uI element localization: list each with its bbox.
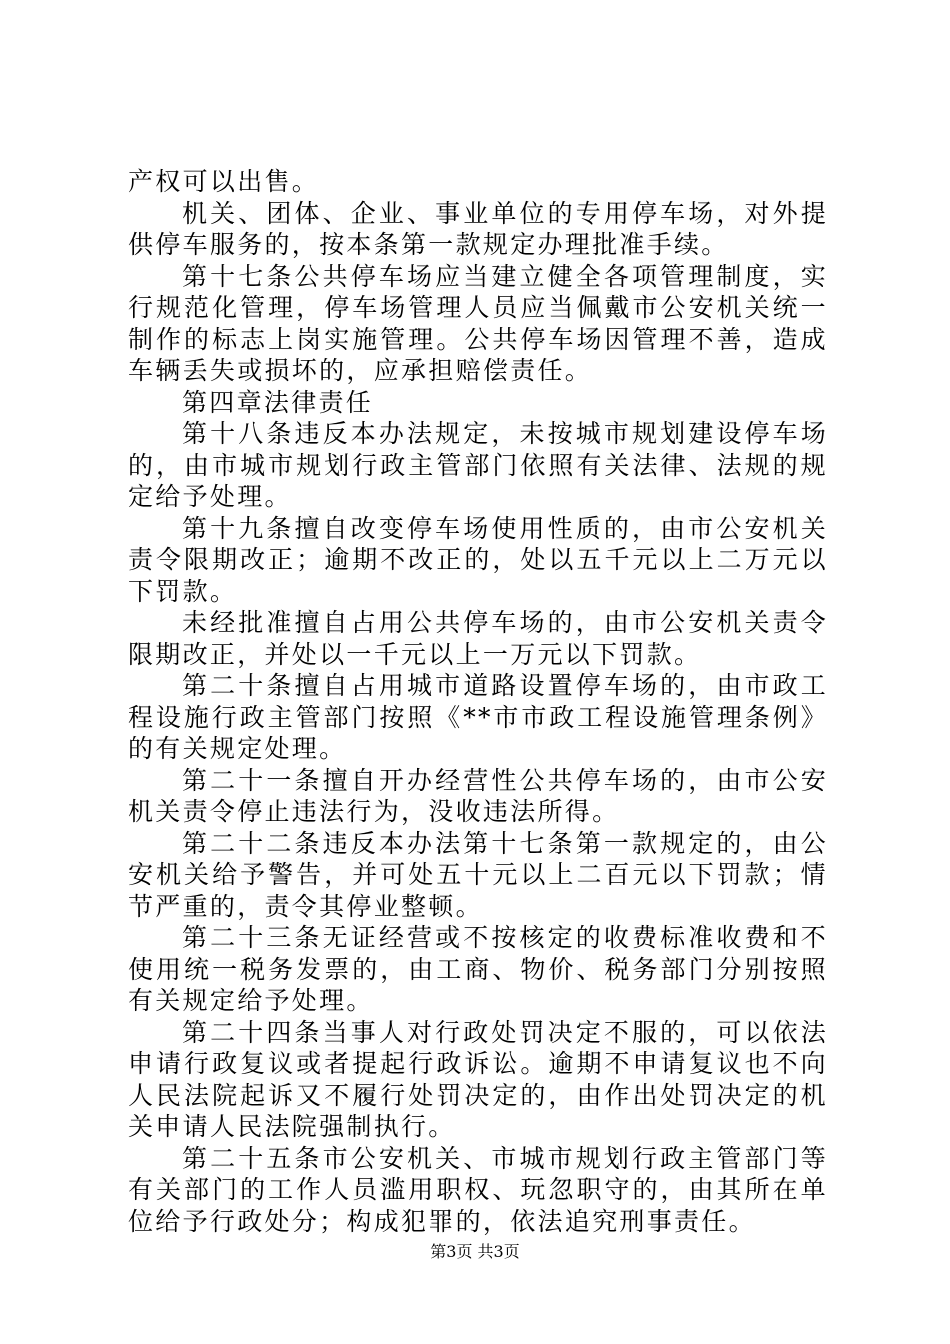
article-20: 第二十条擅自占用城市道路设置停车场的，由市政工程设施行政主管部门按照《**市市政工程设施管理条例》的有关规定处理。 [128,671,828,763]
article-24: 第二十四条当事人对行政处罚决定不服的，可以依法申请行政复议或者提起行政诉讼。逾期不申请复议也不向人民法院起诉又不履行处罚决定的，由作出处罚决定的机关申请人民法院强制执行。 [128,1017,828,1141]
document-body [128,166,828,1237]
chapter-heading: 第四章法律责任 [182,387,374,417]
article-18: 第十八条违反本办法规定，未按城市规划建设停车场的，由市城市规划行政主管部门依照有关法律、法规的规定给予处理。 [128,419,828,511]
paragraph-continuation: 产权可以出售。 [128,167,320,196]
article-17: 第十七条公共停车场应当建立健全各项管理制度，实行规范化管理，停车场管理人员应当佩戴市公安机关统一制作的标志上岗实施管理。公共停车场因管理不善，造成车辆丢失或损坏的，应承担赔偿责任。 [128,261,828,385]
paragraph: 未经批准擅自占用公共停车场的，由市公安机关责令限期改正，并处以一千元以上一万元以下罚款。 [128,608,828,669]
article-19: 第十九条擅自改变停车场使用性质的，由市公安机关责令限期改正；逾期不改正的，处以五千元以上二万元以下罚款。 [128,513,828,606]
article-21: 第二十一条擅自开办经营性公共停车场的，由市公安机关责令停止违法行为，没收违法所得。 [128,765,828,826]
article-25: 第二十五条市公安机关、市城市规划行政主管部门等有关部门的工作人员滥用职权、玩忽职守的，由其所在单位给予行政处分；构成犯罪的，依法追究刑事责任。 [128,1143,828,1236]
page-footer [0,1242,950,1262]
page-number-label: 第3页 共3页 [430,1242,520,1261]
paragraph: 机关、团体、企业、事业单位的专用停车场，对外提供停车服务的，按本条第一款规定办理批准手续。 [128,198,828,259]
article-22: 第二十二条违反本办法第十七条第一款规定的，由公安机关给予警告，并可处五十元以上二百元以下罚款；情节严重的，责令其停业整顿。 [128,828,828,921]
article-23: 第二十三条无证经营或不按核定的收费标准收费和不使用统一税务发票的，由工商、物价、税务部门分别按照有关规定给予处理。 [128,923,828,1015]
